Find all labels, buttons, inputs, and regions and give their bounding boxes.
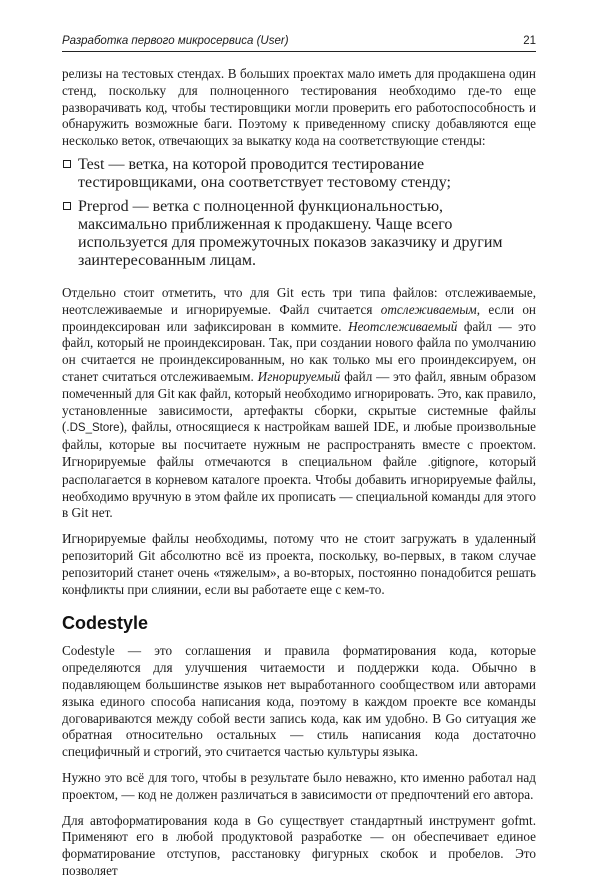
branch-list — [62, 156, 536, 270]
list-item-preprod — [62, 198, 536, 270]
branch-name: Test — [78, 155, 105, 173]
term-ignored: Игнорируемый — [257, 368, 341, 384]
branch-description: — ветка с полноценной функциональностью, максимально приближенная к продакшену. Чаще всего используется для промежуточных показов заказчику и другим заинтересованным лицам. — [78, 197, 503, 269]
chapter-title: Разработка первого микросервиса (User) — [62, 35, 289, 47]
branch-description: — ветка, на которой проводится тестирование тестировщиками, она соответствует тестовому стенду; — [78, 155, 451, 191]
codestyle-paragraph-2: Нужно это всё для того, чтобы в результате было неважно, кто именно работал над проектом, — код не должен различаться в зависимости от предпочтений его автора. — [62, 769, 536, 802]
section-heading-codestyle: Codestyle — [62, 613, 149, 634]
term-tracked: отслеживаемым — [380, 301, 477, 317]
page-content — [62, 66, 536, 880]
codestyle-paragraph-3: Для автоформатирования кода в Go существует стандартный инструмент gofmt. Применяют его в любой продуктовой разработке — он обеспечивает единое форматирование отступов, расстановку фигурных скобок и пробелов. Это позволяет — [62, 812, 536, 878]
checkbox-bullet-icon — [63, 202, 71, 210]
ignored-files-paragraph: Игнорируемые файлы необходимы, потому что не стоит загружать в удаленный репозиторий Git абсолютно всё из проекта, поскольку, во-первых, в таком случае репозиторий станет очень «тяжелым», а во-вторых, постоянно понадобится решать конфликты при слиянии, если вы работаете еще с кем-то. — [62, 531, 536, 597]
intro-paragraph: релизы на тестовых стендах. В больших проектах мало иметь для продакшена один стенд, поскольку для полноценного тестирования необходимо где-то еще разворачивать код, чтобы тестировщики могли проверить его работоспособность и обнаружить возможные баги. Поэтому к приведенному списку добавляются еще несколько веток, отвечающих за выкатку кода на соответствующие стенды: — [62, 66, 536, 149]
gitignore-filename: .gitignore — [427, 456, 475, 469]
branch-name: Preprod — [78, 197, 129, 215]
term-untracked: Неотслеживаемый — [348, 318, 458, 334]
list-item-test — [62, 156, 536, 192]
page-number: 21 — [523, 35, 536, 47]
file-types-paragraph: Отдельно стоит отметить, что для Git есть три типа файлов: отслеживаемые, неотслеживаемые и игнорируемые. Файл считается отслеживаемым, если он проиндексирован или зафиксирован в коммите. Неотслеживаемый файл — это файл, который не проиндексирован. Так, при создании нового файла по умолчанию он считается не проиндексированным, но как только мы его проиндексируем, он станет считаться отслеживаемым. Игнорируемый файл — это файл, явным образом помеченный для Git как файл, который необходимо игнорировать. Это, как правило, установленные зависимости, артефакты сборки, скрытые системные файлы (.DS_Store), файлы, относящиеся к настройкам вашей IDE, и любые произвольные файлы, которые вы посчитаете нужным не распространять вместе с проектом. Игнорируемые файлы отмечаются в специальном файле .gitignore, который располагается в корневом каталоге проекта. Чтобы добавить игнорируемые файлы, необходимо вручную в этом файле их прописать — специальной команды для этого в Git нет. — [62, 284, 537, 521]
running-header — [62, 34, 536, 52]
checkbox-bullet-icon — [63, 160, 71, 168]
book-page — [62, 34, 536, 880]
codestyle-paragraph-1: Codestyle — это соглашения и правила форматирования кода, которые определяются для улучшения читаемости и поддержки кода. Обычно в подавляющем большинстве языков нет выработанного сообществом или авторами языка единого способа написания кода, поэтому в каждом проекте все команды договариваются между собой вести запись кода, как им удобно. В Go ситуация же обратная относительно остальных — стиль написания кода достаточно специфичный и строгий, это считается частью культуры языка. — [62, 643, 536, 760]
ds-store-filename: .DS_Store — [66, 422, 120, 435]
